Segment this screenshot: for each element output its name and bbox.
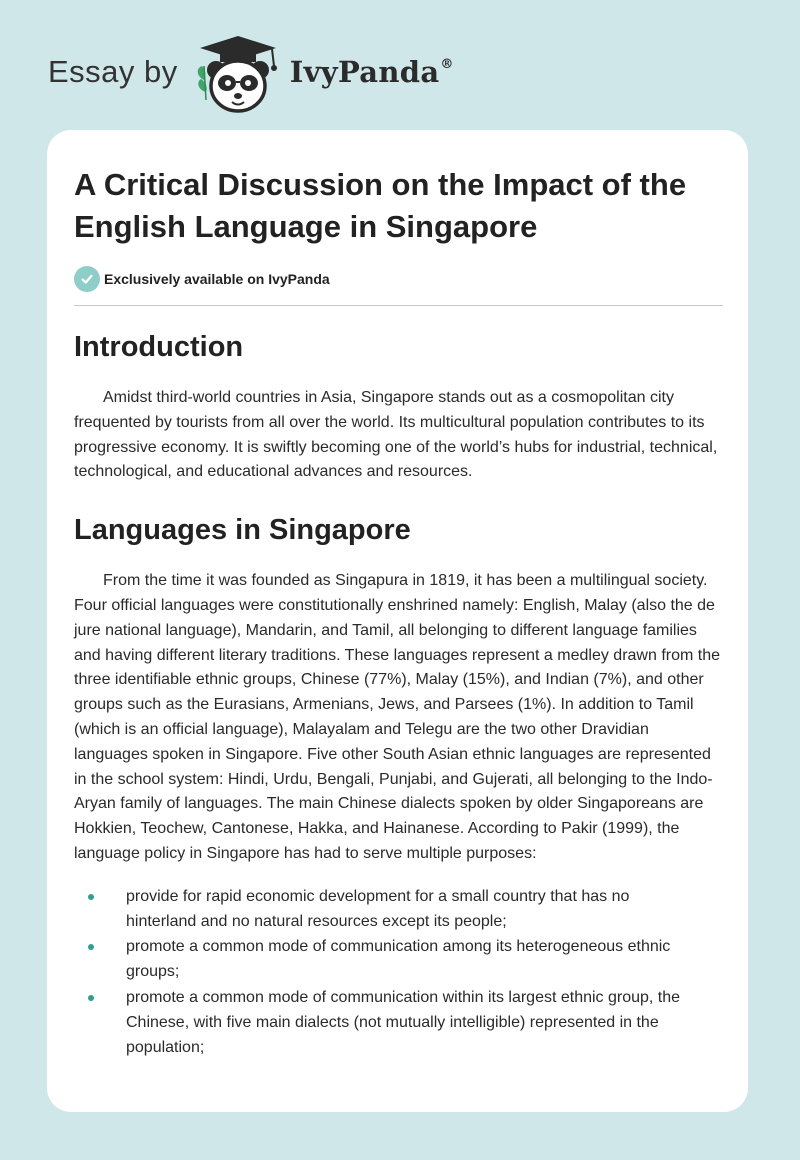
list-item [74,935,704,985]
essay-card [47,130,748,1112]
purposes-list [74,885,722,1061]
list-item [74,885,704,935]
bullet-icon [88,995,94,1001]
site-header [48,30,508,114]
registered-mark: ® [440,57,454,72]
list-item [74,986,704,1060]
essay-by-label: Essay by [48,54,178,89]
brand-text: IvyPanda [289,55,440,89]
brand-name[interactable] [290,55,454,89]
checkmark-icon [74,266,100,292]
exclusive-badge-label: Exclusively available on IvyPanda [104,271,330,287]
languages-paragraph: From the time it was founded as Singapura in 1819, it has been a multilingual society. Four official languages were constitutionally enshrined namely: English, Malay (also the de jure national language), Mandarin, and Tamil, all belonging to different language families and having different literary traditions. These languages represent a medley drawn from the three identifiable ethnic groups, Chinese (77%), Malay (15%), and Indian (7%), and other groups such as the Eurasians, Armenians, Jews, and Parsees (1%). In addition to Tamil (which is an official language), Malayalam and Telegu are the two other Dravidian languages spoken in Singapore. Five other South Asian ethnic languages are represented in the school system: Hindi, Urdu, Bengali, Punjabi, and Gujerati, all belonging to the Indo-Aryan family of languages. The main Chinese dialects spoken by older Singaporeans are Hokkien, Teochew, Cantonese, Hakka, and Hainanese. According to Pakir (1999), the language policy in Singapore has had to serve multiple purposes: [74,572,720,862]
title-divider [74,305,723,306]
exclusive-badge [74,266,722,292]
bullet-icon [88,944,94,950]
list-item-text: promote a common mode of communication within its largest ethnic group, the Chinese, with five main dialects (not mutually intelligible) represented in the population; [126,988,681,1056]
introduction-paragraph: Amidst third-world countries in Asia, Singapore stands out as a cosmopolitan city frequented by tourists from all over the world. Its multicultural population contributes to its progressive economy. It is swiftly becoming one of the world’s hubs for industrial, technical, technological, and educational advances and resources. [74,389,718,481]
page-title: A Critical Discussion on the Impact of the English Language in Singapore [74,167,687,244]
panda-logo-icon[interactable] [192,30,284,114]
section-heading-languages: Languages in Singapore [74,514,411,547]
list-item-text: promote a common mode of communication among its heterogeneous ethnic groups; [126,938,671,981]
section-heading-introduction: Introduction [74,331,244,363]
bullet-icon [88,894,94,900]
list-item-text: provide for rapid economic development for a small country that has no hinterland and no natural resources except its people; [126,887,630,930]
